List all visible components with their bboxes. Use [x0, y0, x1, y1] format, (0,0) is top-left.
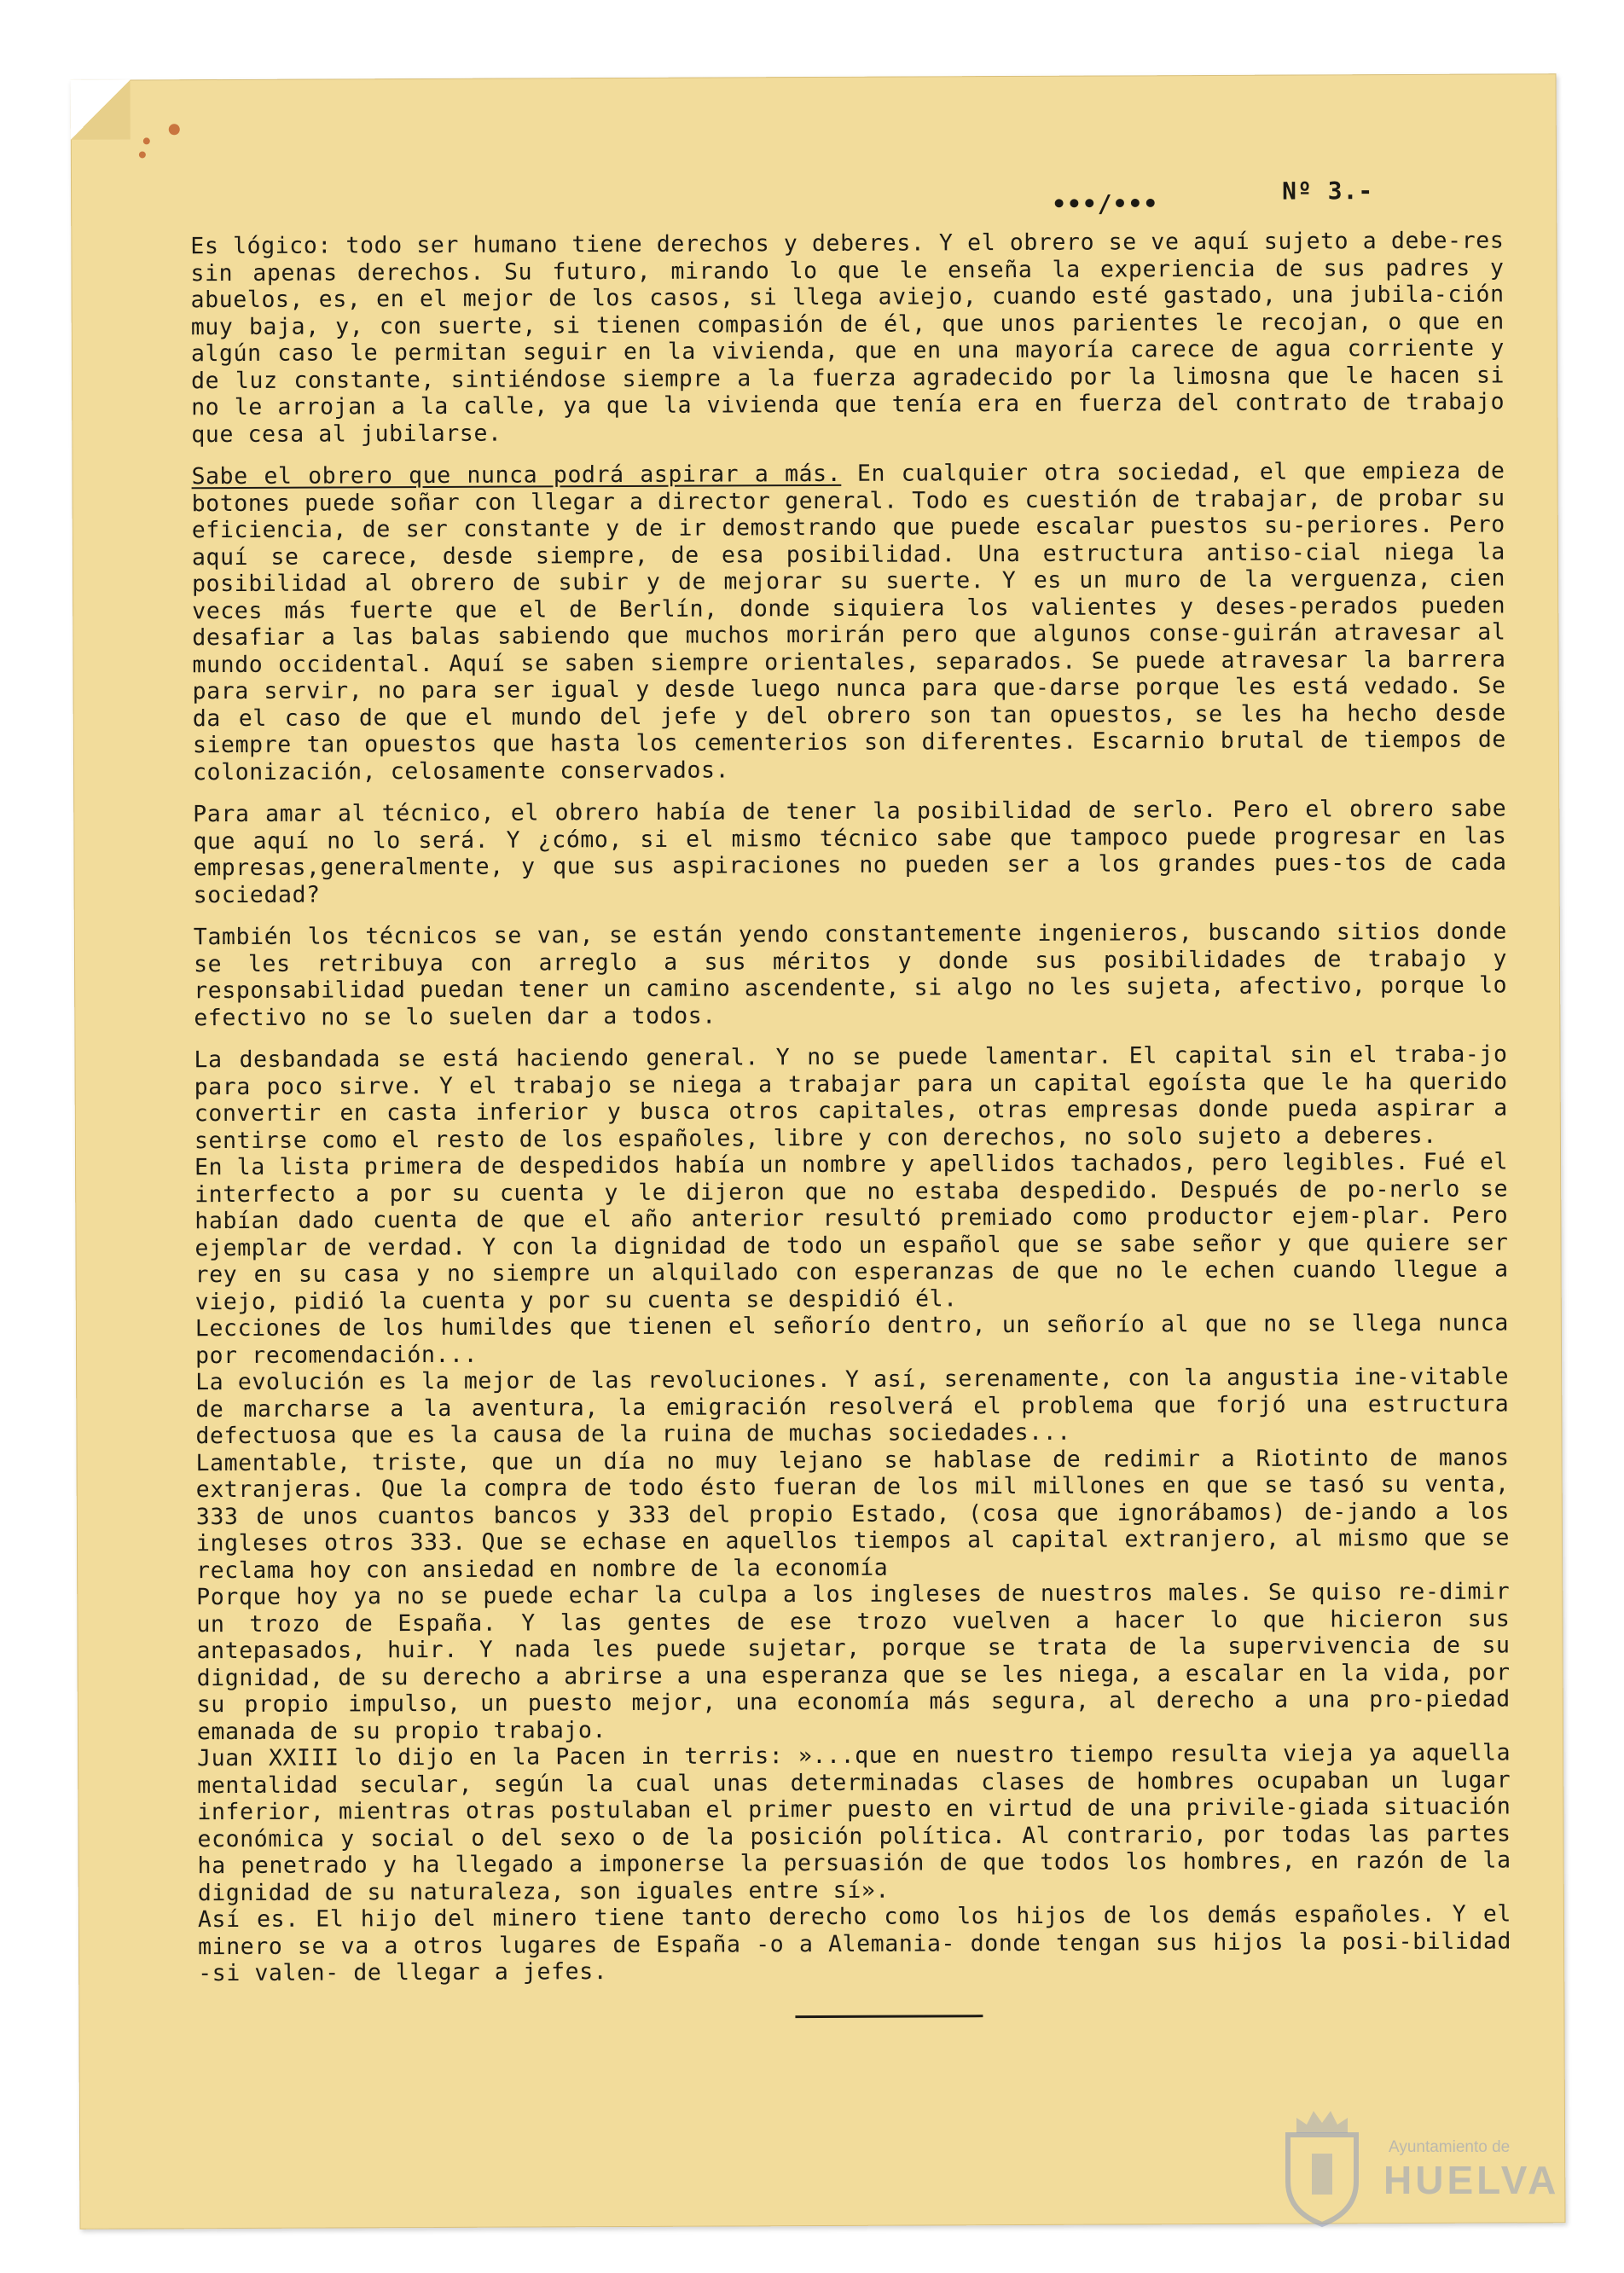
document-page: [71, 73, 1566, 2230]
paragraph: Es lógico: todo ser humano tiene derechos y deberes. Y el obrero se ve aquí sujeto a debe-res sin apenas derechos. Su futuro, mirando lo que le enseña la experiencia de sus padres y abuelos, es, en el mejor de los casos, si llega aviejo, cuando esté gastado, una jubila-ción muy baja, y, con suerte, si tienen compasión de él, que unos parientes le recojan, o que en algún caso le permitan seguir en la vivienda, que en una mayoría carece de agua corriente y de luz constante, sintiéndose siempre a la fuerza agradecido por la limosna que le hacen si no le arrojan a la calle, ya que la vivienda que tenía era en fuerza del contrato de trabajo que cesa al jubilarse.: [190, 227, 1505, 448]
paragraph-text: En cualquier otra sociedad, el que empieza de botones puede soñar con llegar a director general. Todo es cuestión de trabajar, de probar su eficiencia, de ser constante y de ir demostrando que puede escalar puestos su-periores. Pero aquí se carece, desde siempre, de esa posibilidad. Una estructura antiso-cial niega la posibilidad al obrero de subir y de mejorar su suerte. Y es un muro de la verguenza, cien veces más fuerte que el de Berlín, donde siquiera los valientes y deses-perados pueden desafiar a las balas sabiendo que muchos morirán pero que algunos conse-guirán atravesar al mundo occidental. Aquí se saben siempre orientales, separados. Se puede atravesar la barrera para servir, no para ser igual y desde luego nunca para que-darse porque les está vedado. Se da el caso de que el mundo del jefe y del obrero son tan opuestos, se les ha hecho desde siempre tan opuestos que hasta los cementerios son diferentes. Escarnio brutal de tiempos de colonización, celosamente conservados.: [191, 457, 1506, 786]
watermark-caption: Ayuntamiento de: [1389, 2138, 1511, 2156]
paragraph: [191, 457, 1506, 786]
paragraph: Así es. El hijo del minero tiene tanto derecho como los hijos de los demás españoles. Y el minero se va a otros lugares de España -o a Alemania- donde tengan sus hijos la posi-bilidad -si valen- de llegar a jefes.: [197, 1900, 1512, 1987]
staple-hole: [139, 151, 146, 158]
staple-hole: [143, 137, 150, 144]
continuation-mark: •••/•••: [1052, 189, 1159, 218]
paragraph: Lamentable, triste, que un día no muy lejano se hablase de redimir a Riotinto de manos extranjeras. Que la compra de todo ésto fueran de los mil millones en que se tasó su venta, 333 de unos cuantos bancos y 333 del propio Estado, (cosa que ignorábamos) de-jando a los ingleses otros 333. Que se echase en aquellos tiempos al capital extranjero, al mismo que se reclama hoy con ansiedad en nombre de la economía: [195, 1443, 1511, 1584]
underlined-lead-sentence: Sabe el obrero que nunca podrá aspirar a más.: [191, 460, 842, 490]
folded-corner: [71, 80, 130, 140]
page-number: Nº 3.-: [1282, 177, 1374, 206]
watermark: [1271, 2094, 1560, 2230]
closing-rule: [795, 2015, 983, 2018]
watermark-title: HUELVA: [1383, 2158, 1560, 2202]
paragraph: Juan XXIII lo dijo en la Pacen in terris: »...que en nuestro tiempo resulta vieja ya aquella mentalidad secular, según la cual unas determinadas clases de hombres ocupaban un lugar inferior, mientras otras postulaban el primer puesto en virtud de una privile-giada situación económica y social o del sexo o de la posición política. Al contrario, por todas las partes ha penetrado y ha llegado a imponerse la persuasión de que todos los hombres, en razón de la dignidad de su naturaleza, son iguales entre sí».: [197, 1739, 1511, 1906]
paragraph: También los técnicos se van, se están yendo constantemente ingenieros, buscando sitios donde se les retribuya con arreglo a sus méritos y donde sus posibilidades de trabajo y responsabilidad puedan tener un camino ascendente, si algo no les sujeta, afectivo, porque lo efectivo no se lo suelen dar a todos.: [193, 918, 1508, 1031]
paragraph: La evolución es la mejor de las revoluciones. Y así, serenamente, con la angustia ine-vitable de marcharse a la aventura, la emigración resolverá el problema que forjó una estructura defectuosa que es la causa de la ruina de muchas sociedades...: [195, 1363, 1510, 1450]
document-body: [190, 227, 1511, 2020]
paragraph: Lecciones de los humildes que tienen el señorío dentro, un señorío al que no se llega nunca por recomendación...: [194, 1309, 1509, 1369]
paragraph: La desbandada se está haciendo general. Y no se puede lamentar. El capital sin el traba-jo para poco sirve. Y el trabajo se niega a trabajar para un capital egoísta que le ha querido convertir en casta inferior y busca otros capitales, otras empresas donde pueda aspirar a sentirse como el resto de los españoles, libre y con derechos, no solo sujeto a deberes.: [194, 1041, 1508, 1154]
paragraph: Porque hoy ya no se puede echar la culpa a los ingleses de nuestros males. Se quiso re-dimir un trozo de España. Y las gentes de ese trozo vuelven a hacer lo que hicieron sus antepasados, huir. Y nada les puede sujetar, porque se trata de la supervivencia de su dignidad, de su derecho a abrirse a una esperanza que se les niega, a escalar en la vida, por su propio impulso, un puesto mejor, una economía más segura, al derecho a una pro-piedad emanada de su propio trabajo.: [196, 1578, 1511, 1745]
paragraph: Para amar al técnico, el obrero había de tener la posibilidad de serlo. Pero el obrero sabe que aquí no lo será. Y ¿cómo, si el mismo técnico sabe que tampoco puede progresar en las empresas,generalmente, y que sus aspiraciones no pueden ser a los grandes pues-tos de cada sociedad?: [193, 795, 1507, 908]
page-header: [1052, 177, 1495, 218]
paragraph: En la lista primera de despedidos había un nombre y apellidos tachados, pero legibles. Fué el interfecto a por su cuenta y le dijeron que no estaba despedido. Después de po-nerlo se habían dado cuenta de que el año anterior resultó premiado como productor ejem-plar. Pero ejemplar de verdad. Y con la dignidad de todo un español que se sabe señor y que quiere ser rey en su casa y no siempre un alquilado con esperanzas de que no le echen cuando llegue a viejo, pidió la cuenta y por su cuenta se despidió él.: [194, 1148, 1509, 1315]
staple-hole: [169, 124, 180, 135]
city-crest-icon: [1271, 2101, 1373, 2229]
